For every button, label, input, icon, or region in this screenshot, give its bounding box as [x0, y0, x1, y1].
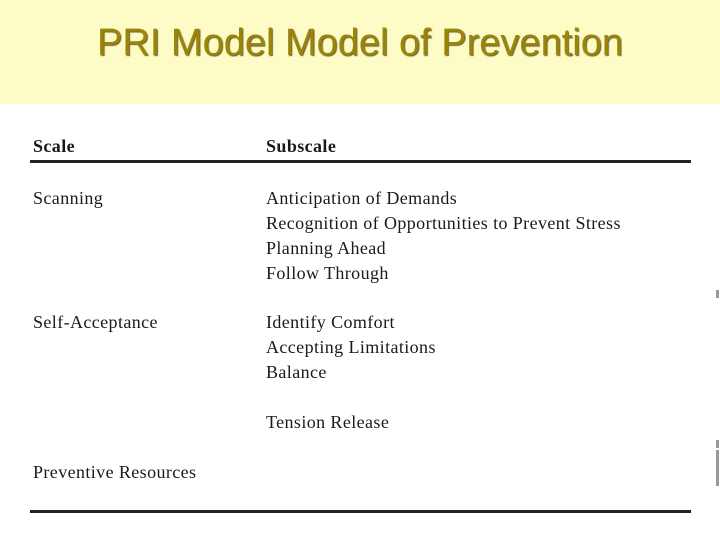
subscale-item: Balance	[266, 362, 327, 382]
scale-table	[0, 104, 720, 540]
edge-mark	[716, 440, 719, 448]
subscale-item: Planning Ahead	[266, 238, 387, 258]
subscale-item: Identify Comfort	[266, 312, 395, 332]
subscale-item: Follow Through	[266, 263, 389, 283]
subscale-item: Accepting Limitations	[266, 337, 436, 357]
scale-scanning: Scanning	[33, 188, 104, 208]
subscale-item: Anticipation of Demands	[266, 188, 458, 208]
subscale-item: Tension Release	[266, 412, 390, 432]
scale-preventive-resources: Preventive Resources	[33, 462, 197, 482]
subscale-item: Recognition of Opportunities to Prevent Stress	[266, 213, 621, 233]
edge-mark	[716, 290, 719, 298]
edge-mark	[716, 450, 719, 486]
bottom-rule	[30, 510, 691, 513]
scale-self-acceptance: Self-Acceptance	[33, 312, 158, 332]
header-scale: Scale	[33, 136, 75, 156]
header-subscale: Subscale	[266, 136, 337, 156]
title-band	[0, 0, 720, 104]
slide-title: PRI Model Model of Prevention	[97, 22, 623, 64]
header-rule	[30, 160, 691, 163]
